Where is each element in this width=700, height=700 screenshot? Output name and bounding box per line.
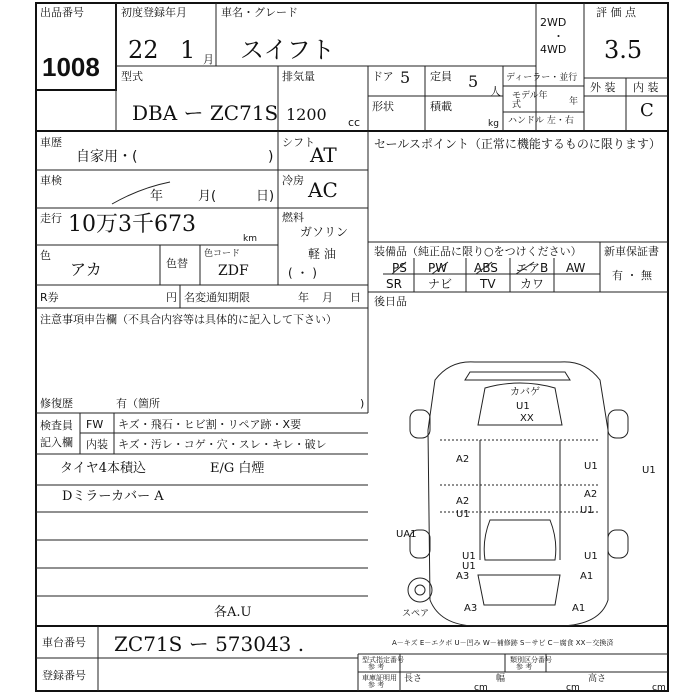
mileage-label: 走行 [40, 212, 62, 225]
inspection-strike [110, 178, 180, 208]
handle-label: ハンドル 左・右 [508, 116, 574, 126]
name-change-month: 月 [322, 291, 333, 304]
chassis-label: 車台番号 [42, 636, 86, 649]
interior-items: キズ・汚レ・コゲ・穴・スレ・キレ・破レ [118, 438, 327, 451]
category-label: 類別区分番号 [510, 656, 552, 664]
warranty-label: 新車保証書 [604, 245, 659, 258]
fw-items: キズ・飛石・ヒビ割・リペア跡・X要 [118, 418, 302, 431]
damage-mark: A3 [464, 603, 478, 614]
inspection-month: 月( [198, 189, 217, 204]
inspection-year: 年 [150, 189, 164, 204]
damage-mark: U1 [456, 509, 470, 520]
equipment-leather: カワ [520, 277, 545, 291]
interior-inspect-label: 内装 [86, 438, 108, 451]
person-unit: 人 [490, 85, 501, 98]
height-label: 高さ [588, 674, 607, 684]
length-cm: cm [474, 683, 488, 693]
damage-mark: A3 [456, 571, 470, 582]
color-value: アカ [70, 260, 102, 279]
ac-value: AC [308, 178, 338, 202]
damage-mark: U1 [580, 505, 594, 516]
retrofit-label: 後日品 [374, 295, 407, 308]
drive-2wd: 2WD [540, 16, 567, 29]
type-designation-label: 型式指定番号 [362, 656, 404, 664]
capacity-label: 定員 [430, 70, 452, 83]
first-registration-year: 22 [128, 36, 159, 64]
doors: 5 [400, 68, 411, 87]
displacement-label: 排気量 [282, 70, 315, 83]
fuel-gasoline: ガソリン [300, 225, 349, 239]
cc-unit: cc [348, 116, 361, 129]
damage-mark: A1 [580, 571, 594, 582]
lot-number-label: 出品番号 [40, 6, 84, 19]
color-label: 色 [40, 249, 51, 262]
type-designation-ref: 参 考 [368, 663, 385, 671]
damage-mark: A2 [456, 496, 470, 507]
dealer-label: ディーラー・並行 [506, 73, 578, 83]
sales-point-title: セールスポイント（正常に機能するものに限ります） [374, 137, 661, 151]
damage-mark: A2 [584, 489, 598, 500]
damage-mark: XX [520, 413, 534, 424]
repair-history-value: 有（箇所 [116, 397, 160, 410]
notes-title: 注意事項申告欄（不具合内容等は具体的に記入して下さい） [40, 313, 337, 326]
history-value: 自家用・( [76, 149, 138, 165]
recycle-label: R券 [40, 291, 59, 304]
fuel-label: 燃料 [282, 211, 304, 224]
year-unit: 年 [569, 97, 579, 107]
damage-legend: A－キズ E－エクボ U－凹み W－補修跡 S－サビ C－腐食 XX－交換済 [392, 639, 614, 647]
length-label: 長さ [404, 674, 423, 684]
exterior-label: 外 装 [590, 81, 616, 94]
model-label: 型式 [121, 70, 143, 83]
equipment-strikes [384, 258, 604, 278]
inspector-label: 検査員 [40, 419, 73, 432]
history-close: ) [268, 149, 274, 165]
note-each-au: 各A.U [214, 605, 252, 620]
doors-label: ドア [372, 70, 394, 83]
evaluation-label: 評 価 点 [596, 6, 636, 19]
repair-history-close: ) [360, 397, 365, 410]
damage-mark: カバゲ [510, 387, 540, 398]
inspector-entry-label: 記入欄 [40, 436, 73, 449]
width-cm: cm [566, 683, 580, 693]
damage-mark: A1 [572, 603, 586, 614]
shift-label: シフト [282, 136, 315, 149]
garage-cert-label: 車庫証明用 [362, 674, 397, 682]
equipment-ps: PS [392, 261, 407, 275]
damage-mark: UA1 [396, 529, 417, 540]
lot-number: 1008 [42, 52, 100, 82]
equipment-pw: PW [428, 261, 448, 275]
fw-label: FW [86, 418, 104, 431]
note-engine-smoke: E/G 白煙 [210, 461, 265, 476]
interior-label: 内 装 [633, 81, 659, 94]
equipment-aw: AW [566, 261, 586, 275]
history-label: 車歴 [40, 136, 62, 149]
kg-unit: kg [488, 119, 499, 129]
first-registration-label: 初度登録年月 [121, 6, 187, 19]
category-ref: 参 考 [516, 663, 533, 671]
capacity: 5 [468, 72, 479, 91]
drive-dot: ・ [553, 30, 564, 43]
shift-value: AT [310, 143, 337, 167]
damage-mark: U1 [584, 461, 598, 472]
car-name-label: 車名・グレード [221, 6, 298, 19]
color-code-label: 色コード [204, 249, 241, 259]
equipment-sr: SR [386, 277, 402, 291]
displacement: 1200 [286, 105, 327, 124]
drive-4wd: 4WD [540, 43, 567, 56]
inspection-label: 車検 [40, 174, 62, 187]
damage-mark: U1 [462, 551, 476, 562]
damage-mark: U1 [584, 551, 598, 562]
equipment-abs: ABS [474, 261, 498, 275]
model-year-label: モデル年式 [512, 91, 548, 110]
name-change-day: 日 [350, 291, 361, 304]
equipment-tv: TV [480, 277, 496, 291]
inspection-day: 日) [256, 189, 275, 204]
damage-mark: U1 [642, 465, 656, 476]
damage-mark: U1 [516, 401, 530, 412]
warranty-value: 有 ・ 無 [612, 269, 652, 282]
repair-history-label: 修復歴 [40, 397, 73, 410]
name-change-label: 名変通知期限 [184, 291, 250, 304]
fuel-paren: ( ・ ) [288, 266, 317, 280]
fuel-diesel: 軽 油 [308, 247, 336, 261]
spare-label: スペア [402, 609, 430, 619]
model-code: DBA ー ZC71S [132, 101, 279, 125]
garage-cert-ref: 参 考 [368, 681, 385, 689]
note-tires: タイヤ4本積込 [60, 461, 147, 476]
load-label: 積載 [430, 100, 452, 113]
interior-grade: C [640, 100, 654, 121]
color-code: ZDF [218, 263, 249, 279]
shape-label: 形状 [372, 100, 394, 113]
equipment-navi: ナビ [428, 277, 453, 291]
km-unit: km [243, 234, 257, 244]
recycle-yen: 円 [166, 291, 177, 304]
evaluation-score: 3.5 [604, 36, 643, 64]
equipment-title: 装備品（純正品に限り○をつけください） [374, 245, 582, 258]
width-label: 幅 [496, 674, 506, 684]
mileage-value: 10万3千673 [68, 212, 196, 237]
color-change-label: 色替 [166, 257, 188, 270]
damage-mark: U1 [462, 561, 476, 572]
height-cm: cm [652, 683, 666, 693]
chassis-value: ZC71S ー 573043 . [114, 632, 305, 656]
registration-label: 登録番号 [42, 669, 86, 682]
equipment-airbag: エアB [516, 261, 549, 275]
ac-label: 冷房 [282, 174, 304, 187]
month-unit: 月 [203, 53, 214, 66]
first-registration-month: 1 [180, 36, 196, 64]
name-change-year: 年 [298, 291, 309, 304]
car-name: スイフト [240, 36, 335, 64]
note-mirror-cover: Dミラーカバー A [62, 489, 164, 504]
damage-mark: A2 [456, 454, 470, 465]
